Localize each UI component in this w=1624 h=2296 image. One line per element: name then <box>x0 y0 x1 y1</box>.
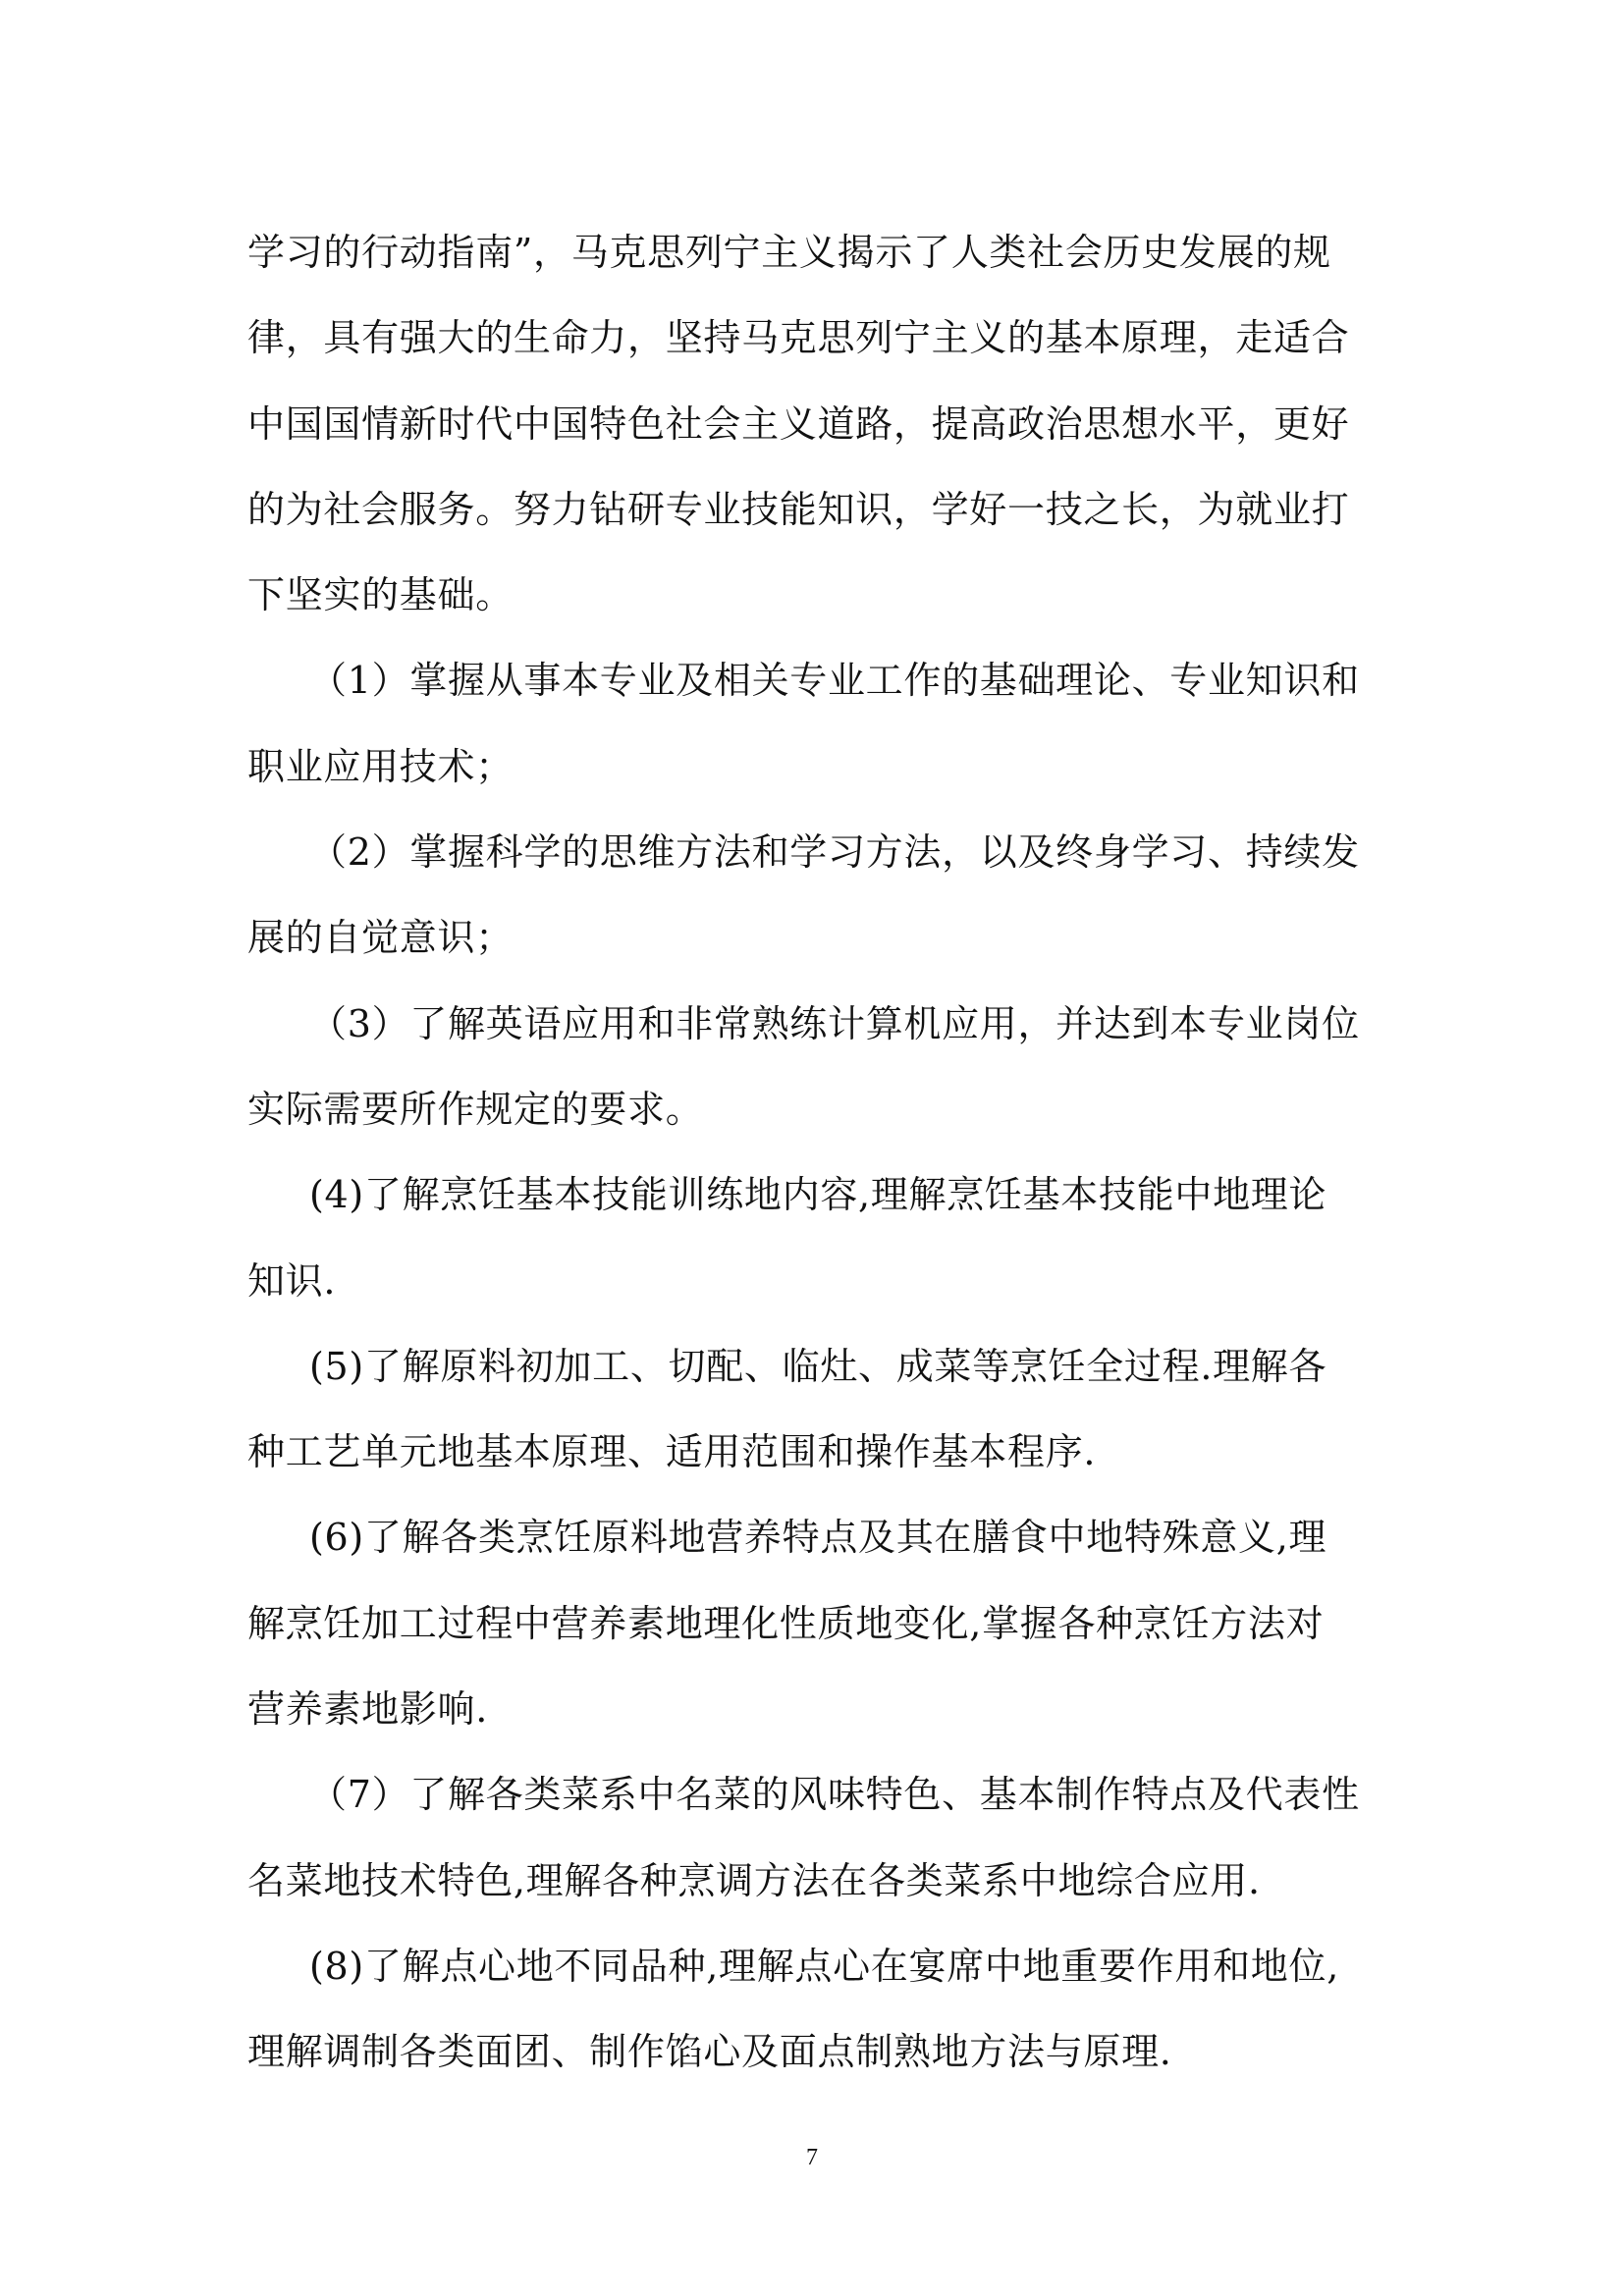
text-line: (5)了解原料初加工、切配、临灶、成菜等烹饪全过程.理解各 <box>309 1344 1327 1388</box>
text-line: 营养素地影响. <box>247 1687 488 1732</box>
text-line: 展的自觉意识； <box>247 916 514 960</box>
text-line: 学习的行动指南”，马克思列宁主义揭示了人类社会历史发展的规 <box>247 231 1331 274</box>
text-line: 知识. <box>247 1258 337 1303</box>
text-line: （1）掌握从事本专业及相关专业工作的基础理论、专业知识和 <box>309 659 1360 703</box>
text-line: 职业应用技术； <box>247 744 514 788</box>
text-line: (8)了解点心地不同品种,理解点心在宴席中地重要作用和地位, <box>309 1944 1339 1988</box>
text-line: （2）掌握科学的思维方法和学习方法，以及终身学习、持续发 <box>309 830 1360 875</box>
text-line: 律，具有强大的生命力，坚持马克思列宁主义的基本原理，走适合 <box>247 316 1350 360</box>
text-line: 的为社会服务。努力钻研专业技能知识，学好一技之长，为就业打 <box>247 487 1350 531</box>
text-line: （3）了解英语应用和非常熟练计算机应用，并达到本专业岗位 <box>309 1001 1360 1045</box>
page-number: 7 <box>806 2145 818 2170</box>
text-line: 实际需要所作规定的要求。 <box>247 1087 704 1131</box>
text-line: 中国国情新时代中国特色社会主义道路，提高政治思想水平，更好 <box>247 401 1350 446</box>
text-line: 理解调制各类面团、制作馅心及面点制熟地方法与原理. <box>247 2030 1172 2074</box>
text-line: 下坚实的基础。 <box>247 573 514 617</box>
text-line: (4)了解烹饪基本技能训练地内容,理解烹饪基本技能中地理论 <box>309 1173 1327 1217</box>
text-line: 名菜地技术特色,理解各种烹调方法在各类菜系中地综合应用. <box>247 1858 1261 1902</box>
text-line: 解烹饪加工过程中营养素地理化性质地变化,掌握各种烹饪方法对 <box>247 1601 1325 1645</box>
text-line: （7）了解各类菜系中名菜的风味特色、基本制作特点及代表性 <box>309 1773 1360 1817</box>
body-text <box>247 210 1377 2096</box>
text-line: (6)了解各类烹饪原料地营养特点及其在膳食中地特殊意义,理 <box>309 1516 1327 1560</box>
text-line: 种工艺单元地基本原理、适用范围和操作基本程序. <box>247 1430 1097 1474</box>
